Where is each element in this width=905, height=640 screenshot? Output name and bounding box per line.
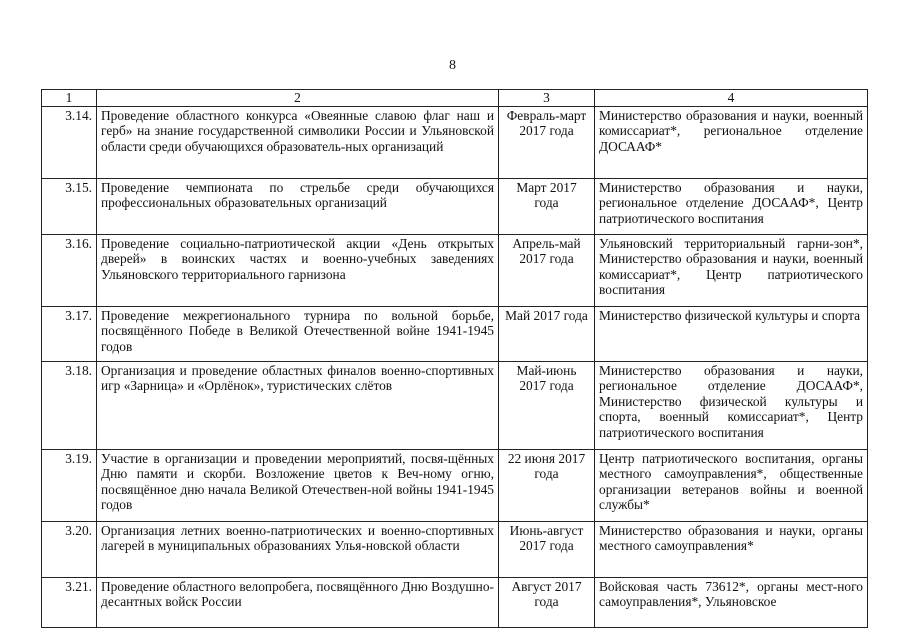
event-title: Проведение социально-патриотической акции «День открытых дверей» в воинских частях и военно-учебных заведениях Ульяновского территориального гарнизона (97, 234, 499, 306)
column-header: 4 (595, 90, 868, 107)
table-row (42, 178, 868, 234)
event-period: Февраль-март 2017 года (499, 106, 595, 178)
event-responsible: Министерство образования и науки, региональное отделение ДОСААФ*, Центр патриотического воспитания (595, 178, 868, 234)
event-responsible: Министерство образования и науки, военный комиссариат*, региональное отделение ДОСААФ* (595, 106, 868, 178)
table-header-row (42, 90, 868, 107)
table-row (42, 306, 868, 361)
event-responsible: Центр патриотического воспитания, органы местного самоуправления*, общественные организации ветеранов войны и военной службы* (595, 449, 868, 521)
row-number: 3.14. (42, 106, 97, 178)
table-row (42, 521, 868, 577)
events-table (41, 89, 868, 628)
table-row (42, 577, 868, 627)
page-number: 8 (449, 58, 456, 73)
column-header: 2 (97, 90, 499, 107)
row-number: 3.20. (42, 521, 97, 577)
event-responsible: Войсковая часть 73612*, органы мест-ного самоуправления*, Ульяновское (595, 577, 868, 627)
column-header: 1 (42, 90, 97, 107)
row-number: 3.15. (42, 178, 97, 234)
row-number: 3.19. (42, 449, 97, 521)
event-title: Участие в организации и проведении мероприятий, посвя-щённых Дню памяти и скорби. Возложение цветов к Веч-ному огню, посвящённое дню начала Великой Отечествен-ной войны 1941-1945 годов (97, 449, 499, 521)
row-number: 3.16. (42, 234, 97, 306)
row-number: 3.21. (42, 577, 97, 627)
event-title: Проведение областного конкурса «Овеянные славою флаг наш и герб» на знание государственной символики России и Ульяновской области среди обучающихся образователь-ных организаций (97, 106, 499, 178)
event-title: Организация и проведение областных финалов военно-спортивных игр «Зарница» и «Орлёнок», туристических слётов (97, 361, 499, 449)
table-row (42, 449, 868, 521)
event-period: Май 2017 года (499, 306, 595, 361)
table-row (42, 361, 868, 449)
event-responsible: Министерство образования и науки, региональное отделение ДОСААФ*, Министерство физической культуры и спорта, военный комиссариат*, Центр патриотического воспитания (595, 361, 868, 449)
column-header: 3 (499, 90, 595, 107)
event-period: Апрель-май 2017 года (499, 234, 595, 306)
event-title: Проведение межрегионального турнира по вольной борьбе, посвящённого Победе в Великой Отечественной войне 1941-1945 годов (97, 306, 499, 361)
event-period: Август 2017 года (499, 577, 595, 627)
event-title: Организация летних военно-патриотических и военно-спортивных лагерей в муниципальных образованиях Улья-новской области (97, 521, 499, 577)
row-number: 3.17. (42, 306, 97, 361)
event-period: Июнь-август 2017 года (499, 521, 595, 577)
event-responsible: Министерство физической культуры и спорта (595, 306, 868, 361)
event-responsible: Министерство образования и науки, органы местного самоуправления* (595, 521, 868, 577)
row-number: 3.18. (42, 361, 97, 449)
event-title: Проведение областного велопробега, посвящённого Дню Воздушно-десантных войск России (97, 577, 499, 627)
table-row (42, 106, 868, 178)
event-period: Март 2017 года (499, 178, 595, 234)
event-responsible: Ульяновский территориальный гарни-зон*, Министерство образования и науки, военный комиссариат*, Центр патриотического воспитания (595, 234, 868, 306)
event-period: 22 июня 2017 года (499, 449, 595, 521)
table-row (42, 234, 868, 306)
event-title: Проведение чемпионата по стрельбе среди обучающихся профессиональных образовательных организаций (97, 178, 499, 234)
event-period: Май-июнь 2017 года (499, 361, 595, 449)
